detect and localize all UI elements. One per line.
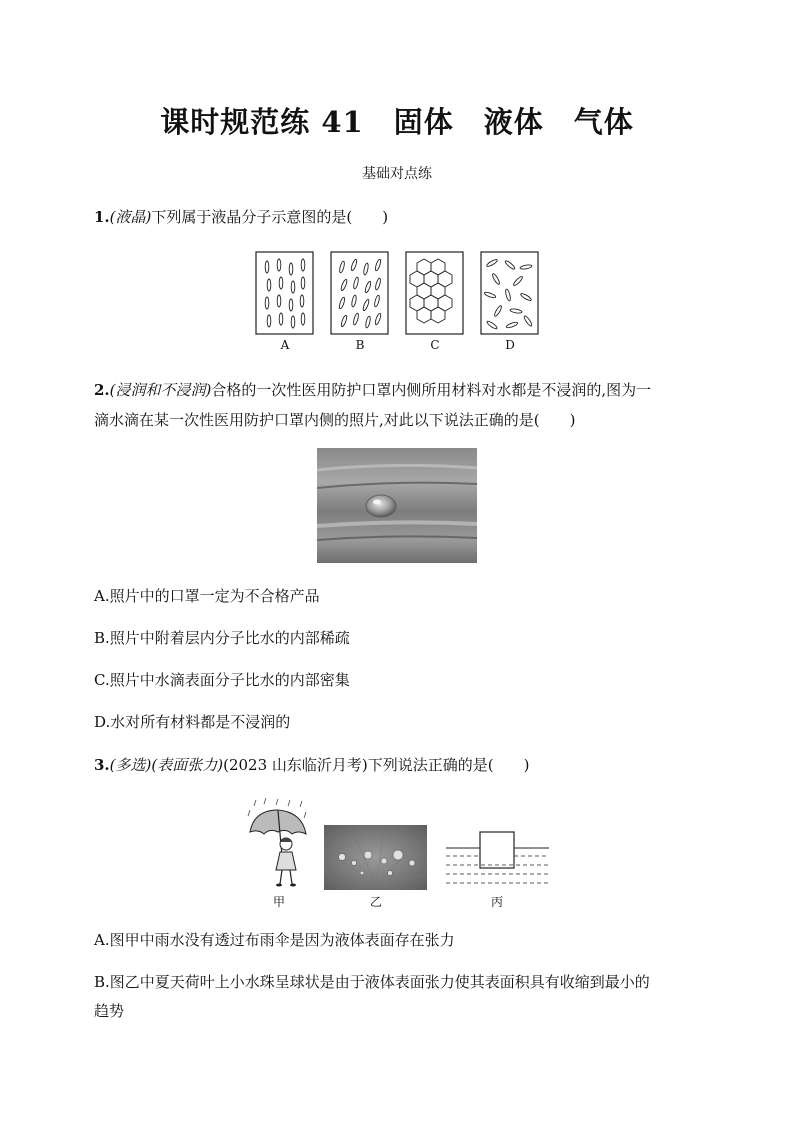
section-heading: 基础对点练 [362, 166, 432, 182]
question-1-stem [94, 206, 388, 227]
option-c: C.照片中水滴表面分子比水的内部密集 [94, 671, 350, 689]
mask-water-droplet-photo [317, 448, 477, 563]
question-number: 3. [94, 756, 110, 774]
page-title: 课时规范练 41 固体 液体 气体 [160, 105, 634, 139]
question-text: (2023 山东临沂月考)下列说法正确的是( ) [223, 756, 530, 774]
figure-label-yi: 乙 [369, 895, 382, 909]
question-number: 2. [94, 381, 110, 399]
topic-tag: (浸润和不浸润) [109, 381, 212, 399]
question-text: 合格的一次性医用防护口罩内侧所用材料对水都是不浸润的,图为一 [211, 381, 652, 399]
liquid-crystal-figure [255, 251, 545, 337]
figure-b-diagram [331, 252, 388, 334]
figure-label-jia: 甲 [272, 895, 285, 909]
lotus-leaf-photo [324, 825, 427, 890]
option-d: D.水对所有材料都是不浸润的 [94, 713, 291, 731]
question-2-stem-line1 [94, 379, 651, 400]
figure-c-diagram [406, 252, 463, 334]
option-a: A.图甲中雨水没有透过布雨伞是因为液体表面存在张力 [94, 931, 455, 949]
figure-label-a: A [280, 338, 290, 352]
figure-label-c: C [430, 338, 440, 352]
figure-a-diagram [256, 252, 313, 334]
option-a: A.照片中的口罩一定为不合格产品 [94, 587, 320, 605]
umbrella-girl-illustration [246, 798, 311, 890]
topic-tag: (液晶) [109, 208, 152, 226]
topic-tag: (多选)(表面张力) [109, 756, 224, 774]
question-text: 下列属于液晶分子示意图的是( ) [151, 208, 389, 226]
option-b: B.图乙中夏天荷叶上小水珠呈球状是由于液体表面张力使其表面积具有收缩到最小的 [94, 973, 650, 991]
option-b: B.照片中附着层内分子比水的内部稀疏 [94, 629, 350, 647]
option-b-continued: 趋势 [94, 1002, 125, 1020]
figure-label-b: B [355, 338, 365, 352]
question-2-stem-line2: 滴水滴在某一次性医用防护口罩内侧的照片,对此以下说法正确的是( ) [94, 411, 576, 429]
floating-block-diagram [446, 828, 549, 890]
figure-label-bing: 丙 [490, 895, 503, 909]
question-3-stem [94, 754, 529, 775]
figure-label-d: D [505, 338, 515, 352]
figure-d-diagram [481, 252, 538, 334]
question-number: 1. [94, 208, 110, 226]
